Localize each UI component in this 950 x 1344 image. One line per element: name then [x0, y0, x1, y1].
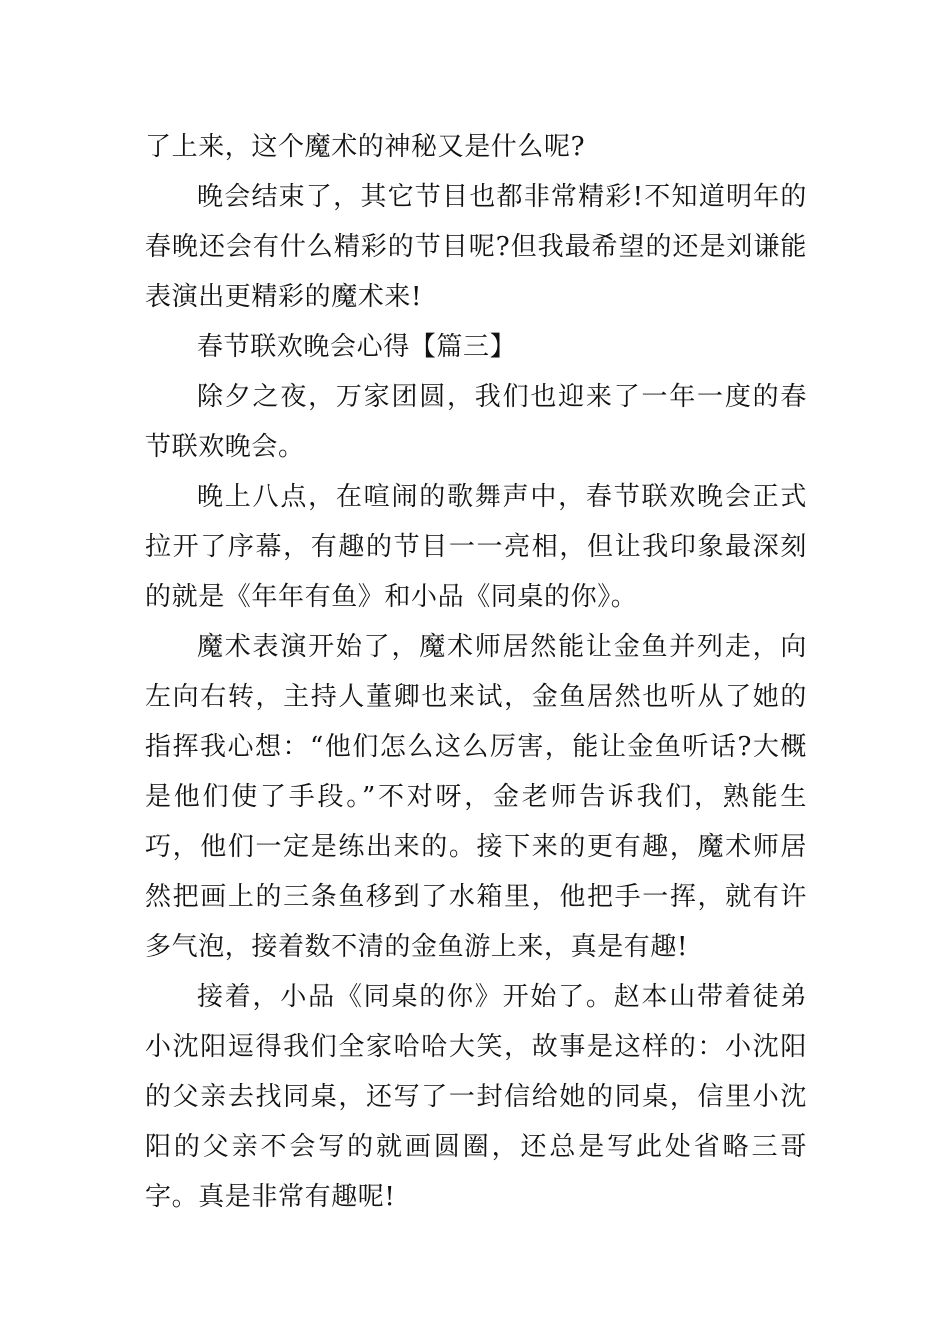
- paragraph-continuation: 了上来，这个魔术的神秘又是什么呢?: [145, 132, 586, 162]
- document-page: [145, 122, 807, 1222]
- section-heading: 春节联欢晚会心得【篇三】: [197, 332, 517, 362]
- paragraph-sketch: 接着，小品《同桌的你》开始了。赵本山带着徒弟小沈阳逗得我们全家哈哈大笑，故事是这样的：小沈阳的父亲去找同桌，还写了一封信给她的同桌，信里小沈阳的父亲不会写的就画圆圈，还总是写此处省略三哥字。真是非常有趣呢!: [145, 982, 807, 1212]
- paragraph-eight-oclock: 晚上八点，在喧闹的歌舞声中，春节联欢晚会正式拉开了序幕，有趣的节目一一亮相，但让我印象最深刻的就是《年年有鱼》和小品《同桌的你》。: [145, 482, 807, 612]
- paragraph-gala-end: 晚会结束了，其它节目也都非常精彩!不知道明年的春晚还会有什么精彩的节目呢?但我最希望的还是刘谦能表演出更精彩的魔术来!: [145, 182, 807, 312]
- paragraph-magic-show: 魔术表演开始了，魔术师居然能让金鱼并列走，向左向右转，主持人董卿也来试，金鱼居然也听从了她的指挥我心想：“他们怎么这么厉害，能让金鱼听话?大概是他们使了手段。”不对呀，金老师告诉我们，熟能生巧，他们一定是练出来的。接下来的更有趣，魔术师居然把画上的三条鱼移到了水箱里，他把手一挥，就有许多气泡，接着数不清的金鱼游上来，真是有趣!: [145, 632, 807, 962]
- paragraph-new-year-eve: 除夕之夜，万家团圆，我们也迎来了一年一度的春节联欢晚会。: [145, 382, 807, 462]
